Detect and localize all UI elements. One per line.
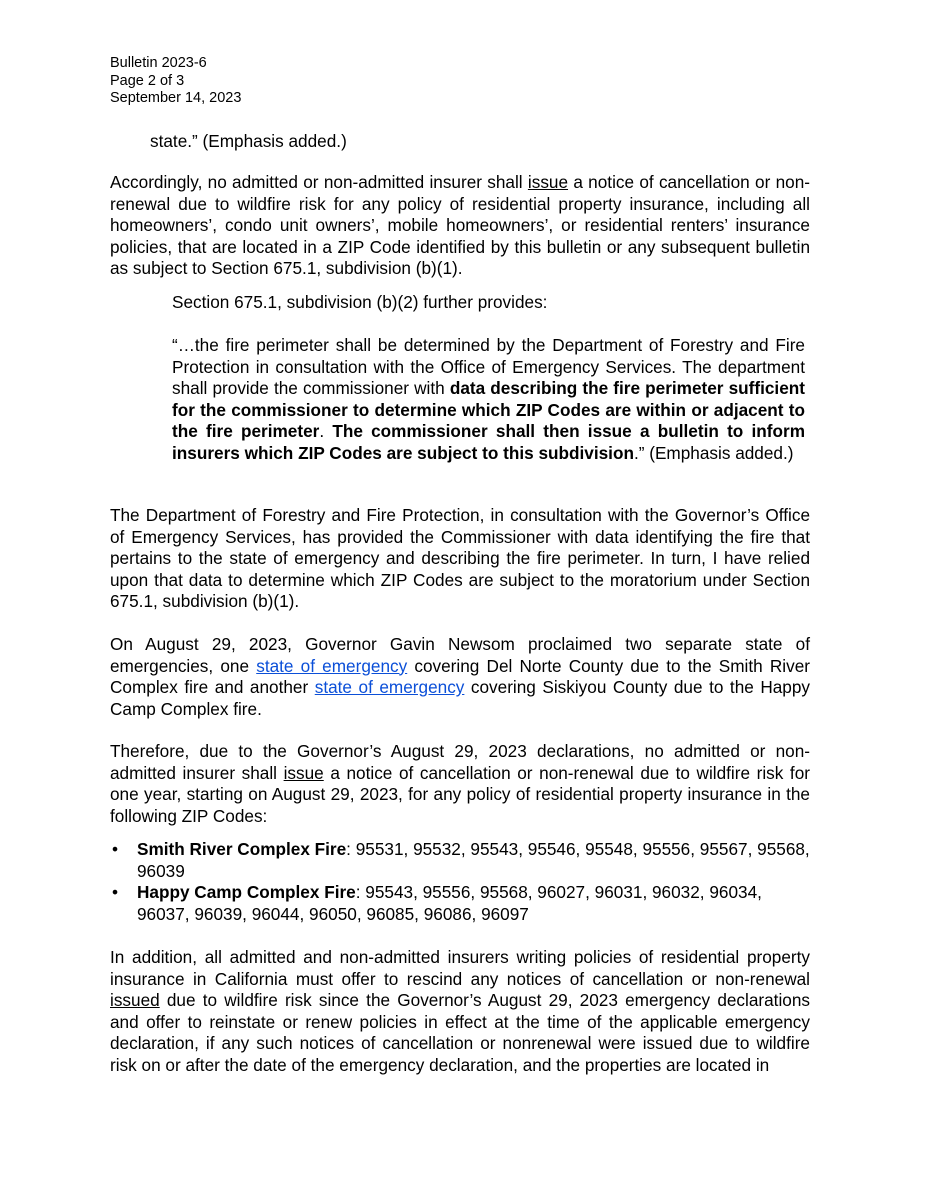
text: due to wildfire risk since the Governor’s August 29, 2023 emergency declarations and offer to reinstate or renew policies in effect at the time of the applicable emergency declaration, if any such notices of cancellation or nonrenewal were issued due to wildfire risk on or after the date of the emergency declaration, and the properties are located in (110, 990, 810, 1075)
page-header (110, 55, 241, 108)
bold-text: The commissioner shall then issue a bulletin to inform insurers which ZIP Codes are subject to this subdivision (172, 421, 806, 463)
text: a notice of cancellation or non-renewal due to wildfire risk for any policy of residential property insurance, including all homeowners’, condo unit owners’, mobile homeowners’, or residential renters’ insurance policies, that are located in a ZIP Code identified by this bulletin or any subsequent bulletin as subject to Section 675.1, subdivision (b)(1). (110, 172, 810, 279)
bullet-icon: • (112, 839, 119, 859)
underlined-text: issue (527, 172, 569, 192)
text: Therefore, due to the Governor’s August 29, 2023 declarations, no admitted or non-admitted insurer shall (110, 741, 810, 783)
text: covering Siskiyou County due to the Happy Camp Complex fire. (110, 677, 811, 719)
paragraph-therefore (110, 741, 810, 827)
fire-name: Happy Camp Complex Fire (137, 882, 356, 903)
bullet-icon: • (112, 882, 119, 903)
list-item (110, 839, 810, 882)
paragraph-accordingly (110, 172, 810, 280)
zip-code-list (110, 839, 810, 925)
bulletin-number: Bulletin 2023-6 (110, 55, 207, 71)
bold-text: data describing the fire perimeter sufficient for the commissioner to determine which ZIP Codes are within or adjacent to the fire perimeter (172, 378, 805, 442)
zip-codes: : 95543, 95556, 95568, 96027, 96031, 96032, 96034, 96037, 96039, 96044, 96050, 96085, 96086, 96097 (137, 882, 762, 924)
state-of-emergency-link-siskiyou[interactable]: state of emergency (314, 677, 465, 698)
text: .” (Emphasis added.) (633, 442, 794, 463)
quote-continuation: state.” (Emphasis added.) (150, 131, 347, 151)
text: In addition, all admitted and non-admitted insurers writing policies of residential property insurance in California must offer to rescind any notices of cancellation or non-renewal (110, 947, 810, 989)
text: a notice of cancellation or non-renewal due to wildfire risk for one year, starting on August 29, 2023, for any policy of residential property insurance in the following ZIP Codes: (110, 762, 810, 826)
state-of-emergency-link-del-norte[interactable]: state of emergency (256, 655, 408, 676)
zip-codes: : 95531, 95532, 95543, 95546, 95548, 95556, 95567, 95568, 96039 (137, 839, 810, 881)
text: covering Del Norte County due to the Smith River Complex fire and another (110, 655, 811, 698)
text: “…the fire perimeter shall be determined by the Department of Forestry and Fire Protection in consultation with the Office of Emergency Services. The department shall provide the commissioner with (172, 335, 805, 399)
underlined-text: issue (283, 762, 324, 783)
block-quote (172, 335, 805, 465)
paragraph-proclamation (110, 634, 810, 720)
section-intro: Section 675.1, subdivision (b)(2) further provides: (172, 292, 548, 312)
list-item (110, 882, 810, 925)
text: . (319, 421, 333, 442)
fire-name: Smith River Complex Fire (137, 839, 347, 859)
paragraph-department: The Department of Forestry and Fire Protection, in consultation with the Governor’s Office of Emergency Services, has provided the Commissioner with data identifying the fire that pertains to the state of emergency and describing the fire perimeter. In turn, I have relied upon that data to determine which ZIP Codes are subject to the moratorium under Section 675.1, subdivision (b)(1). (110, 505, 810, 612)
paragraph-in-addition (110, 947, 810, 1077)
bulletin-date: September 14, 2023 (110, 90, 242, 106)
underlined-text: issued (110, 990, 160, 1011)
page-number: Page 2 of 3 (110, 72, 185, 89)
text: On August 29, 2023, Governor Gavin Newsom proclaimed two separate state of emergencies, one (110, 634, 810, 676)
text: Accordingly, no admitted or non-admitted insurer shall (110, 172, 528, 192)
